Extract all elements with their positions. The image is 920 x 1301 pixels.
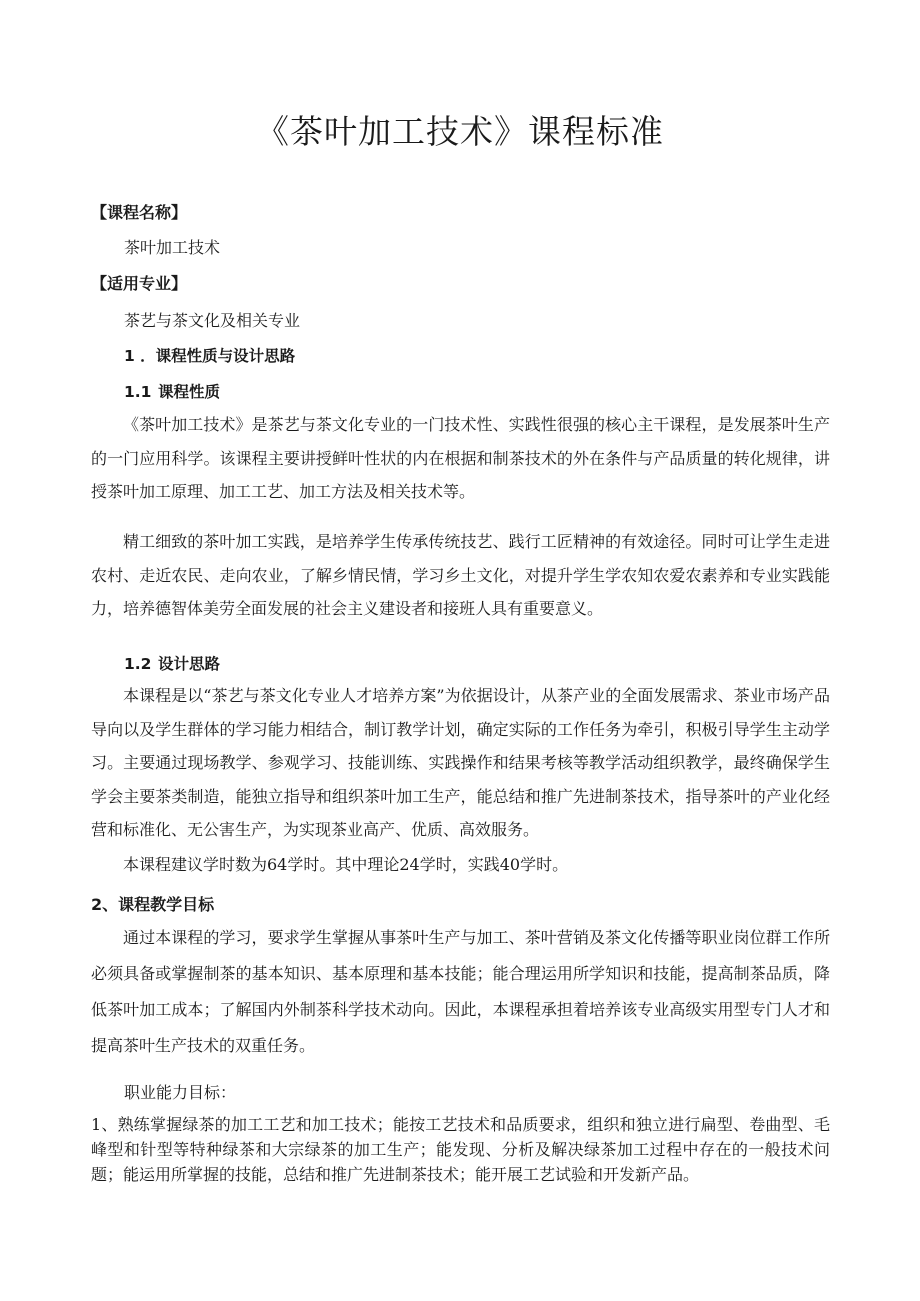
section2-heading: 2、课程教学目标 [91, 895, 215, 914]
section1-1-paragraph-2: 精工细致的茶叶加工实践，是培养学生传承传统技艺、践行工匠精神的有效途径。同时可让学生走进农村、走近农民、走向农业，了解乡情民情，学习乡土文化，对提升学生学农知农爱农素养和专业实践能力，培养德智体美劳全面发展的社会主义建设者和接班人具有重要意义。 [91, 532, 830, 618]
section1-2-paragraph-2: 本课程建议学时数为64学时。其中理论24学时，实践40学时。 [123, 855, 569, 874]
section1-1-paragraph-1: 《茶叶加工技术》是茶艺与茶文化专业的一门技术性、实践性很强的核心主干课程，是发展茶叶生产的一门应用科学。该课程主要讲授鲜叶性状的内在根据和制茶技术的外在条件与产品质量的转化规律，讲授茶叶加工原理、加工工艺、加工方法及相关技术等。 [91, 415, 830, 501]
course-name-value: 茶叶加工技术 [124, 238, 221, 257]
ability-item-1: 1、熟练掌握绿茶的加工工艺和加工技术；能按工艺技术和品质要求，组织和独立进行扁型、卷曲型、毛峰型和针型等特种绿茶和大宗绿茶的加工生产；能发现、分析及解决绿茶加工过程中存在的一般技术问题；能运用所掌握的技能，总结和推广先进制茶技术；能开展工艺试验和开发新产品。 [91, 1115, 830, 1184]
major-heading: 【适用专业】 [91, 274, 188, 293]
section1-heading: 1 ．课程性质与设计思路 [124, 347, 296, 365]
section1-1-title: 课程性质 [158, 383, 221, 401]
section1-2-title: 设计思路 [158, 655, 221, 673]
section1-2-number: 1.2 [124, 655, 152, 673]
section2-paragraph-1: 通过本课程的学习，要求学生掌握从事茶叶生产与加工、茶叶营销及茶文化传播等职业岗位群工作所必须具备或掌握制茶的基本知识、基本原理和基本技能；能合理运用所学知识和技能，提高制茶品质，降低茶叶加工成本；了解国内外制茶科学技术动向。因此，本课程承担着培养该专业高级实用型专门人才和提高茶叶生产技术的双重任务。 [91, 928, 830, 1055]
course-name-heading: 【课程名称】 [91, 203, 188, 222]
section1-1-heading [124, 380, 220, 402]
section1-2-paragraph-1: 本课程是以“茶艺与茶文化专业人才培养方案”为依据设计，从茶产业的全面发展需求、茶业市场产品导向以及学生群体的学习能力相结合，制订教学计划，确定实际的工作任务为牵引，积极引导学生主动学习。主要通过现场教学、参观学习、技能训练、实践操作和结果考核等教学活动组织教学，最终确保学生学会主要茶类制造，能独立指导和组织茶叶加工生产，能总结和推广先进制茶技术，指导茶叶的产业化经营和标准化、无公害生产，为实现茶业高产、优质、高效服务。 [91, 686, 830, 839]
section1-1-number: 1.1 [124, 383, 152, 401]
major-value: 茶艺与茶文化及相关专业 [124, 311, 301, 330]
document-title: 《茶叶加工技术》课程标准 [256, 112, 664, 151]
ability-heading: 职业能力目标： [124, 1083, 237, 1102]
section1-2-heading [124, 652, 220, 674]
